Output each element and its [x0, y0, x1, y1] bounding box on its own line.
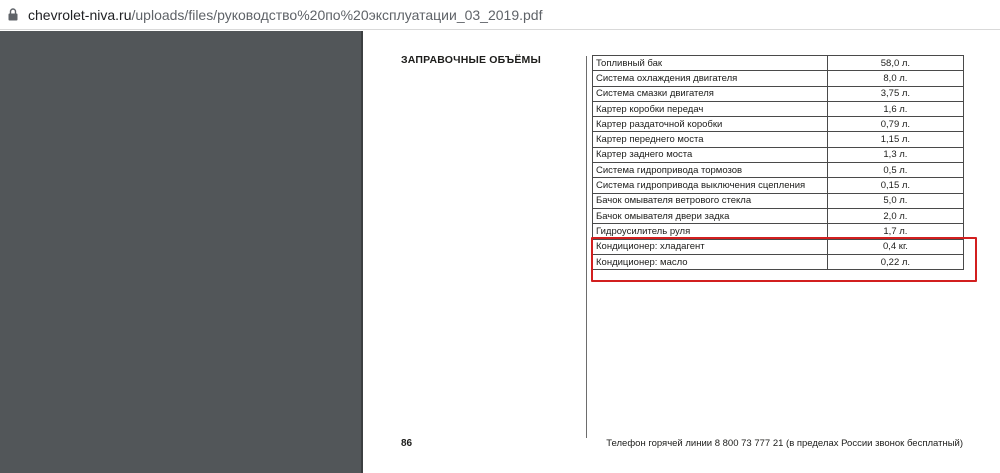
- pdf-viewer-background: [0, 31, 361, 473]
- row-value: 8,0 л.: [827, 71, 963, 86]
- row-name: Бачок омывателя ветрового стекла: [593, 193, 828, 208]
- url-host: chevrolet-niva.ru: [28, 7, 132, 23]
- url-path: /uploads/files/руководство%20по%20эксплуатации_03_2019.pdf: [131, 7, 543, 23]
- row-value: 2,0 л.: [827, 208, 963, 223]
- row-value: 0,22 л.: [827, 254, 963, 269]
- row-name: Гидроусилитель руля: [593, 224, 828, 239]
- row-value: 5,0 л.: [827, 193, 963, 208]
- table-row: [593, 193, 964, 208]
- table-row: [593, 178, 964, 193]
- table-row: [593, 147, 964, 162]
- row-name: Система гидропривода тормозов: [593, 163, 828, 178]
- address-bar[interactable]: [0, 0, 1000, 30]
- table-row: [593, 208, 964, 223]
- row-name: Система смазки двигателя: [593, 86, 828, 101]
- row-value: 1,6 л.: [827, 101, 963, 116]
- row-value: 1,7 л.: [827, 224, 963, 239]
- row-name: Картер переднего моста: [593, 132, 828, 147]
- row-name: Система гидропривода выключения сцепления: [593, 178, 828, 193]
- page-number: 86: [401, 438, 413, 449]
- table-row: [593, 71, 964, 86]
- table-row: [593, 132, 964, 147]
- row-name: Система охлаждения двигателя: [593, 71, 828, 86]
- row-value: 1,3 л.: [827, 147, 963, 162]
- row-name: Картер заднего моста: [593, 147, 828, 162]
- row-value: 0,4 кг.: [827, 239, 963, 254]
- section-title: ЗАПРАВОЧНЫЕ ОБЪЁМЫ: [401, 54, 541, 66]
- url-text[interactable]: [28, 7, 542, 23]
- row-value: 0,5 л.: [827, 163, 963, 178]
- row-value: 0,15 л.: [827, 178, 963, 193]
- row-value: 3,75 л.: [827, 86, 963, 101]
- red-highlight-box: [591, 237, 977, 282]
- row-value: 58,0 л.: [827, 56, 963, 71]
- table-row: [593, 117, 964, 132]
- footer-hotline: Телефон горячей линии 8 800 73 777 21 (в пределах России звонок бесплатный): [606, 438, 963, 449]
- row-name: Кондиционер: масло: [593, 254, 828, 269]
- row-name: Бачок омывателя двери задка: [593, 208, 828, 223]
- row-name: Картер раздаточной коробки: [593, 117, 828, 132]
- vertical-divider: [586, 56, 587, 438]
- row-value: 1,15 л.: [827, 132, 963, 147]
- row-name: Топливный бак: [593, 56, 828, 71]
- row-name: Кондиционер: хладагент: [593, 239, 828, 254]
- page-edge: [361, 31, 363, 473]
- table-row: [593, 56, 964, 71]
- lock-icon[interactable]: [8, 8, 18, 21]
- table-row: [593, 86, 964, 101]
- row-name: Картер коробки передач: [593, 101, 828, 116]
- table-row: [593, 101, 964, 116]
- table-row: [593, 163, 964, 178]
- row-value: 0,79 л.: [827, 117, 963, 132]
